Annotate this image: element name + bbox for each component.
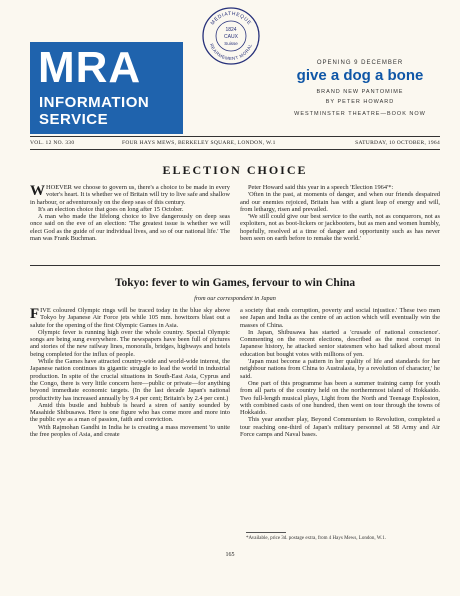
masthead-rule-bottom bbox=[30, 149, 440, 150]
paragraph bbox=[30, 307, 230, 329]
headline-tokyo: Tokyo: fever to win Games, fervour to win China bbox=[114, 277, 356, 289]
paragraph: Peter Howard said this year in a speech 'Election 1964'*: bbox=[248, 184, 394, 191]
advert-venue: WESTMINSTER THEATRE—BOOK NOW bbox=[294, 111, 426, 117]
masthead-line-2: SERVICE bbox=[39, 111, 109, 128]
masthead bbox=[30, 42, 183, 134]
drop-cap: F bbox=[30, 306, 40, 322]
seal-place: CAUX bbox=[224, 34, 238, 40]
seal-top-text: MEDIATHEQUE bbox=[209, 10, 253, 27]
article2-column-2 bbox=[240, 307, 440, 438]
paragraph: With Rajmohan Gandhi in India he is creating a mass movement 'to unite the free peoples of Asia, and create bbox=[30, 423, 230, 439]
paragraph: While the Games have attracted country-wide and world-wide interest, the Japanese nation continues its gigantic struggle to lead the world in industrial production. In spite of the crucial situations in South-East Asia, Cyprus and the Congo, there is very little concern here—public or private—for anything beyond immediate economic targets. (In the last decade Japan's national productivity has increased annually by 9.4 per cent; Britain's by 2.4 per cent.) bbox=[30, 358, 230, 402]
paragraph: 'Japan must become a pattern in her quality of life and standards for her neighbour nations from China to Australasia, by a revolution of character,' he said. bbox=[240, 358, 440, 380]
article2-column-1 bbox=[30, 307, 230, 438]
masthead-subtitle bbox=[39, 94, 149, 128]
article1-column-2 bbox=[240, 184, 440, 242]
paragraph-text: HOEVER we choose to govern us, there's a choice to be made in every voter's heart. It is whether we of Britain will try to live safe and shallow in harbour, or adventurously on the deep seas of this century. bbox=[30, 184, 230, 206]
masthead-rule-top bbox=[30, 136, 440, 137]
paragraph: a society that ends corruption, poverty and social injustice.' These two men see Japan and India as the centre of an action which will eventually win the masses of China. bbox=[240, 307, 440, 329]
advert-opening-date: OPENING 9 DECEMBER bbox=[316, 60, 404, 66]
paragraph: One part of this programme has been a summer training camp for youth from all parts of the country held on the northernmost island of Hokkaido. Two full-length musical plays, Light from the North and Teenage Explosion, with combined casts of one hundred, then went on tour through the towns of Hokkaido. bbox=[240, 379, 440, 417]
paragraph: Amid this bustle and hubbub is heard a siren of sanity sounded by Masahide Shibusawa. Here is one figure who has come more and more into the public eye as a man of passion, faith and conviction. bbox=[30, 401, 230, 424]
article1-column-1 bbox=[30, 184, 230, 242]
office-address: FOUR HAYS MEWS, BERKELEY SQUARE, LONDON, W.1 bbox=[122, 140, 276, 146]
paragraph: A man who made the lifelong choice to live dangerously on deep seas once said on the eve of an election: 'The greatest issue is whether we will elect God as the guide of our individual lives, and so of our national life.' The man was Frank Buchman. bbox=[30, 213, 230, 243]
paragraph: Olympic fever is running high over the whole country. Special Olympic songs are being sung everywhere. The newspapers have been full of pictures and stories of the new railway lines, monorails, bridges, highways and hotels being completed for the influx of people. bbox=[30, 328, 230, 358]
paragraph bbox=[30, 184, 230, 206]
svg-text:MEDIATHEQUE bbox=[210, 11, 253, 26]
section-divider bbox=[30, 265, 440, 266]
masthead-line-1: INFORMATION bbox=[39, 94, 150, 111]
paragraph: It's an election choice that goes on long after 15 October. bbox=[38, 205, 184, 213]
library-stamp-seal bbox=[201, 6, 261, 66]
issue-date: SATURDAY, 10 OCTOBER, 1964 bbox=[355, 140, 440, 146]
paragraph-text: IVE coloured Olympic rings will be traced today in the blue sky above Tokyo by Japanese Air Force jets while 105 mm. howitzers blast out a salute for the opening of the first Olympic Games in Asia. bbox=[30, 307, 230, 329]
paragraph: In Japan, Shibusawa has started a 'crusade of national conscience'. Commenting on the recent elections, described as the most corrupt in Japanese history, he attacked senior statesmen who had talked about moral education but bought votes with millions of yen. bbox=[240, 328, 440, 358]
byline: from our correspondent in Japan bbox=[194, 295, 276, 302]
pantomime-advert bbox=[280, 60, 440, 117]
seal-country: Suisse bbox=[224, 41, 238, 46]
advert-subtitle: BRAND NEW PANTOMIME bbox=[316, 89, 404, 95]
footnote-rule bbox=[246, 532, 286, 533]
issue-number: VOL. 12 NO. 330 bbox=[30, 140, 75, 146]
seal-year: 1824 bbox=[225, 27, 237, 33]
masthead-title: MRA bbox=[38, 43, 142, 92]
drop-cap: W bbox=[30, 183, 45, 199]
page-number: 165 bbox=[225, 552, 235, 558]
headline-election-choice: ELECTION CHOICE bbox=[162, 163, 308, 177]
footnote: *Available, price 3d. postage extra, from 4 Hays Mews, London, W.1. bbox=[246, 536, 387, 541]
paragraph: This year another play, Beyond Communism to Revolution, completed a tour reaching one-third of Japan's military personnel at 58 Army and Air Force camps and Naval bases. bbox=[240, 416, 440, 439]
paragraph: 'We still could give our best service to the earth, not as conquerors, not as exploiters, not as boot-lickers or jackbooters, but as men and women humbly, hopefully, resolved at a time of danger and opportunity such as has never been seen on earth before to remake the world.' bbox=[240, 213, 440, 243]
advert-title: give a dog a bone bbox=[296, 67, 424, 84]
seal-bottom-text: REARMEMENT MORAL bbox=[208, 42, 254, 62]
advert-author: BY PETER HOWARD bbox=[325, 99, 395, 105]
paragraph: 'Often in the past, at moments of danger, and when our friends despaired and our enemies rejoiced, Britain has with a giant leap of energy and will, from lethargy, risen and prevailed. bbox=[240, 191, 440, 213]
